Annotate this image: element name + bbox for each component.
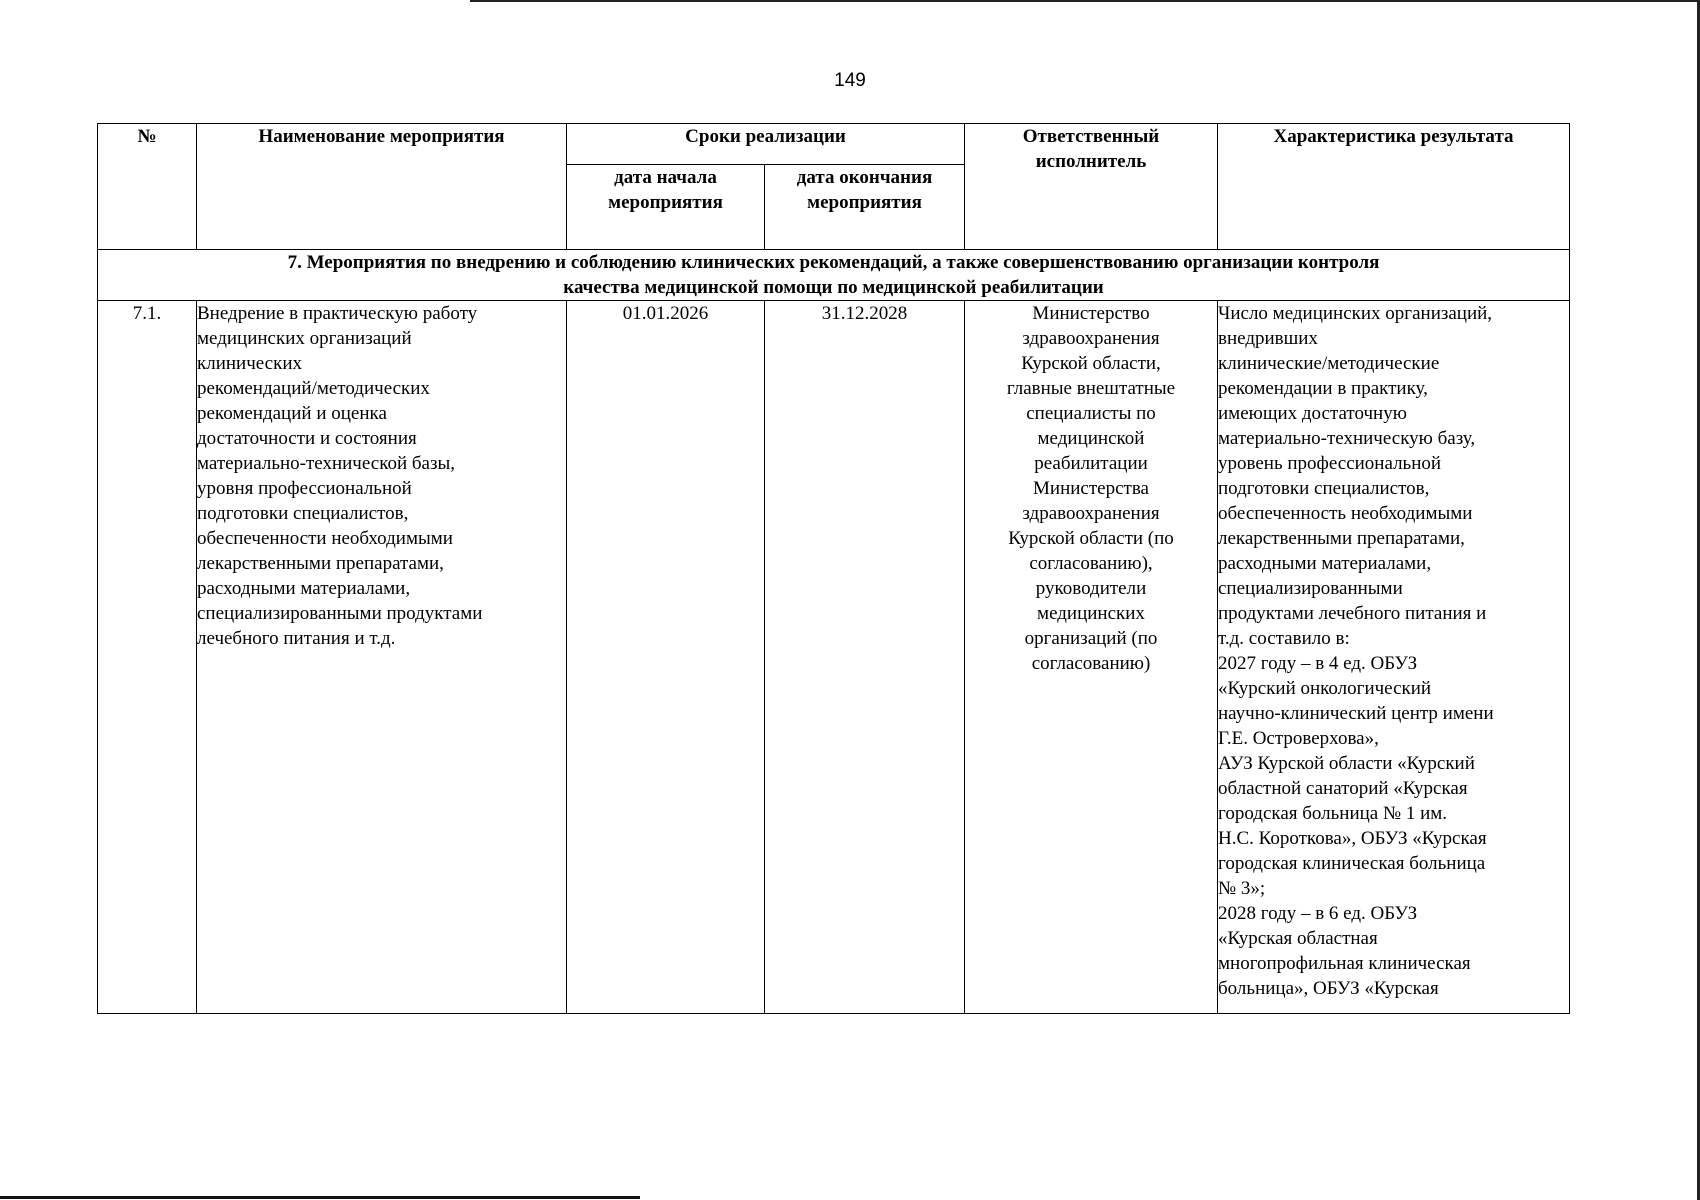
scan-bottom-edge-line <box>0 1196 640 1199</box>
header-num: № <box>98 124 197 250</box>
header-start-date: дата начала мероприятия <box>567 165 765 250</box>
row-result-characteristic: Число медицинских организаций, внедривших клинические/методические рекомендации в практику, имеющих достаточную материально-техническую базу, уровень профессиональной подготовки специалистов, обеспеченность необходимыми лекарственными препаратами, расходными материалами, специализированными продуктами лечебного питания и т.д. составило в: 2027 году – в 4 ед. ОБУЗ «Курский онкологический научно-клинический центр имени Г.Е. Островерхова», АУЗ Курской области «Курский областной санаторий «Курская городская больница № 1 им. Н.С. Короткова», ОБУЗ «Курская городская клиническая больница № 3»; 2028 году – в 6 ед. ОБУЗ «Курская областная многопрофильная клиническая больница», ОБУЗ «Курская <box>1218 301 1570 1014</box>
header-activity-name: Наименование мероприятия <box>197 124 567 250</box>
scan-top-edge-line <box>470 0 1700 2</box>
row-activity-name: Внедрение в практическую работу медицинских организаций клинических рекомендаций/методических рекомендаций и оценка достаточности и состояния материально-технической базы, уровня профессиональной подготовки специалистов, обеспеченности необходимыми лекарственными препаратами, расходными материалами, специализированными продуктами лечебного питания и т.д. <box>197 301 567 1014</box>
page-number: 149 <box>834 70 866 91</box>
table-row <box>98 301 1570 1014</box>
header-result-characteristic: Характеристика результата <box>1218 124 1570 250</box>
section-row <box>98 250 1570 301</box>
activities-table <box>97 123 1570 1014</box>
header-implementation-period: Сроки реализации <box>567 124 965 165</box>
row-responsible-executor: Министерство здравоохранения Курской области, главные внештатные специалисты по медицинской реабилитации Министерства здравоохранения Курской области (по согласованию), руководители медицинских организаций (по согласованию) <box>965 301 1218 1014</box>
section-title: 7. Мероприятия по внедрению и соблюдению клинических рекомендаций, а также совершенствованию организации контроля качества медицинской помощи по медицинской реабилитации <box>98 250 1570 301</box>
row-number: 7.1. <box>98 301 197 1014</box>
row-end-date: 31.12.2028 <box>765 301 965 1014</box>
header-responsible-executor: Ответственный исполнитель <box>965 124 1218 250</box>
row-start-date: 01.01.2026 <box>567 301 765 1014</box>
header-end-date: дата окончания мероприятия <box>765 165 965 250</box>
